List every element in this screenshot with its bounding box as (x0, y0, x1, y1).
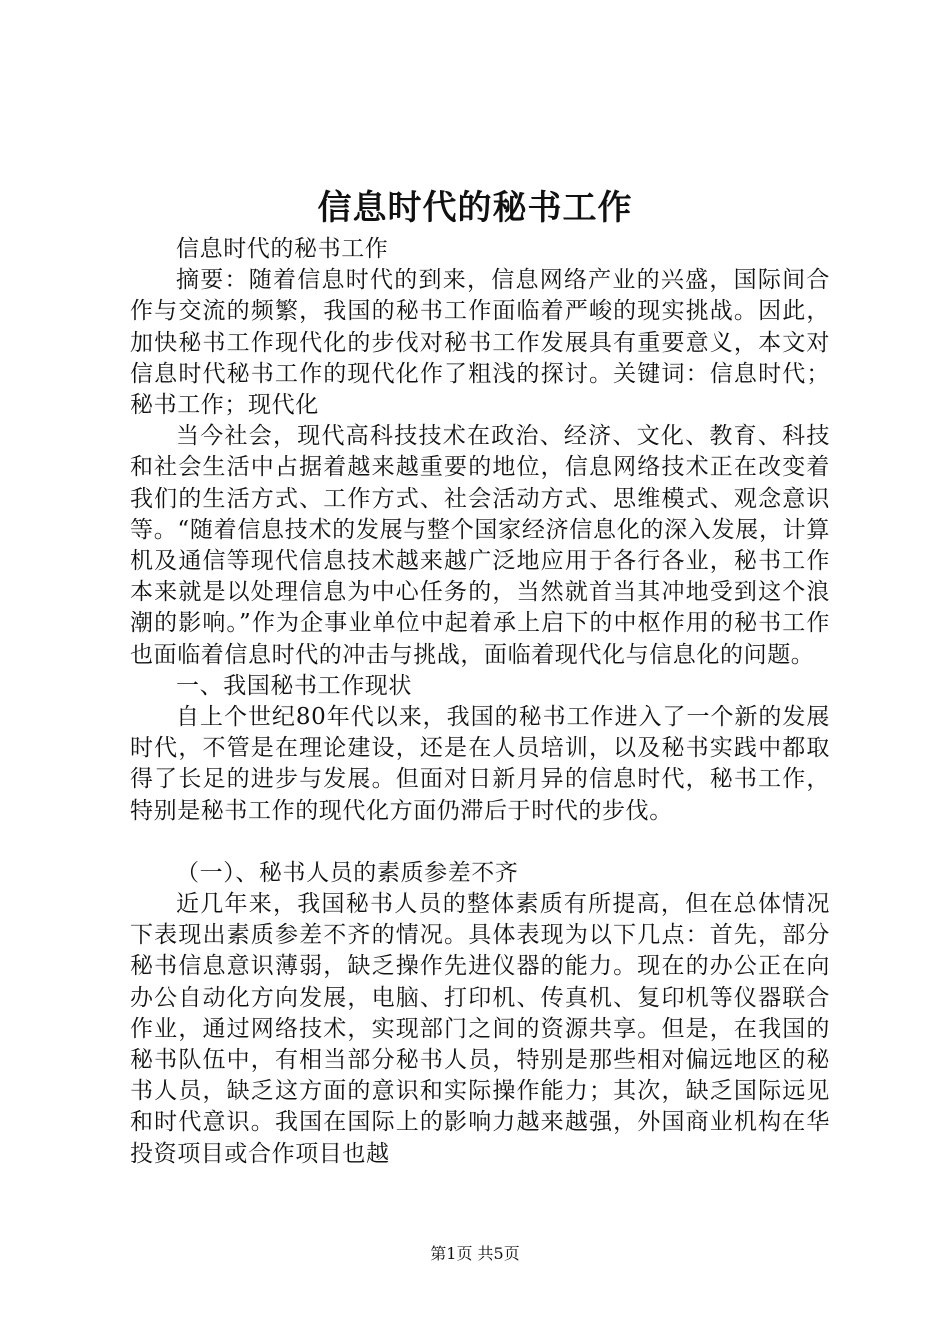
intro-paragraph: 当今社会，现代高科技技术在政治、经济、文化、教育、科技和社会生活中占据着越来越重要的地位，信息网络技术正在改变着我们的生活方式、工作方式、社会活动方式、思维模式、观念意识等。“随着信息技术的发展与整个国家经济信息化的深入发展，计算机及通信等现代信息技术越来越广泛地应用于各行各业，秘书工作本来就是以处理信息为中心任务的，当然就首当其冲地受到这个浪潮的影响。”作为企事业单位中起着承上启下的中枢作用的秘书工作也面临着信息时代的冲击与挑战，面临着现代化与信息化的问题。 (130, 423, 830, 668)
abstract-paragraph: 摘要：随着信息时代的到来，信息网络产业的兴盛，国际间合作与交流的频繁，我国的秘书工作面临着严峻的现实挑战。因此，加快秘书工作现代化的步伐对秘书工作发展具有重要意义，本文对信息时代秘书工作的现代化作了粗浅的探讨。关键词：信息时代；秘书工作；现代化 (130, 267, 830, 419)
subsection-paragraph: 近几年来，我国秘书人员的整体素质有所提高，但在总体情况下表现出素质参差不齐的情况。具体表现为以下几点：首先，部分秘书信息意识薄弱，缺乏操作先进仪器的能力。现在的办公正在向办公自动化方向发展，电脑、打印机、传真机、复印机等仪器联合作业，通过网络技术，实现部门之间的资源共享。但是，在我国的秘书队伍中，有相当部分秘书人员，特别是那些相对偏远地区的秘书人员，缺乏这方面的意识和实际操作能力；其次，缺乏国际远见和时代意识。我国在国际上的影响力越来越强，外国商业机构在华投资项目或合作项目也越 (130, 891, 830, 1167)
page-footer: 第1页 共5页 (430, 1244, 520, 1263)
document-body (130, 234, 830, 1170)
section-paragraph: 自上个世纪80年代以来，我国的秘书工作进入了一个新的发展时代，不管是在理论建设，还是在人员培训，以及秘书实践中都取得了长足的进步与发展。但面对日新月异的信息时代，秘书工作，特别是秘书工作的现代化方面仍滞后于时代的步伐。 (130, 704, 830, 824)
subsection-heading: （一）、秘书人员的素质参差不齐 (176, 859, 519, 886)
document-title: 信息时代的秘书工作 (317, 188, 633, 228)
subtitle-paragraph: 信息时代的秘书工作 (176, 236, 389, 262)
section-heading: 一、我国秘书工作现状 (176, 672, 412, 699)
